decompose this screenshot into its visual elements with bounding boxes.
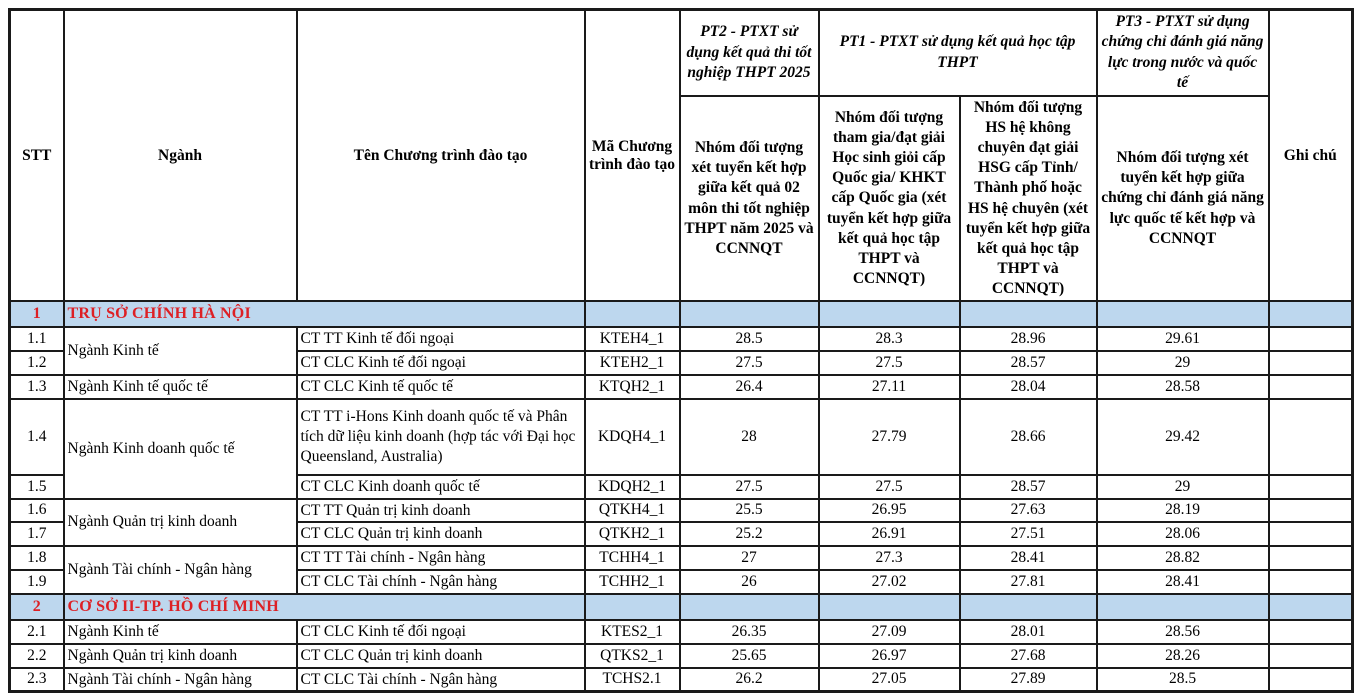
program-code-cell: KTEH2_1 <box>585 351 680 375</box>
col-header-note: Ghi chú <box>1269 10 1353 302</box>
pt3-score-cell: 28.26 <box>1097 644 1269 668</box>
program-name-cell: CT CLC Kinh tế quốc tế <box>297 375 585 399</box>
section-empty-cell <box>680 594 819 620</box>
pt1a-score-cell: 26.95 <box>819 499 960 523</box>
pt1b-score-cell: 28.57 <box>960 475 1097 499</box>
stt-cell: 1.4 <box>10 399 64 475</box>
pt1b-score-cell: 27.68 <box>960 644 1097 668</box>
pt1a-score-cell: 27.5 <box>819 351 960 375</box>
pt3-score-cell: 29.61 <box>1097 327 1269 351</box>
pt2-score-cell: 27 <box>680 546 819 570</box>
section-empty-cell <box>585 594 680 620</box>
pt1b-score-cell: 27.51 <box>960 522 1097 546</box>
note-cell <box>1269 327 1353 351</box>
section-empty-cell <box>960 594 1097 620</box>
note-cell <box>1269 399 1353 475</box>
col-header-nganh: Ngành <box>64 10 297 302</box>
program-name-cell: CT TT Tài chính - Ngân hàng <box>297 546 585 570</box>
stt-cell: 2.3 <box>10 668 64 692</box>
section-title: TRỤ SỞ CHÍNH HÀ NỘI <box>64 301 585 327</box>
pt3-score-cell: 29.42 <box>1097 399 1269 475</box>
pt1a-score-cell: 27.5 <box>819 475 960 499</box>
section-title: CƠ SỞ II-TP. HỒ CHÍ MINH <box>64 594 585 620</box>
program-code-cell: QTKH2_1 <box>585 522 680 546</box>
sub-header-pt1b: Nhóm đối tượng HS hệ không chuyên đạt giải HSG cấp Tỉnh/ Thành phố hoặc HS hệ chuyên (xét tuyển kết hợp giữa kết quả học tập THPT và CCNNQT) <box>960 96 1097 301</box>
program-name-cell: CT TT i-Hons Kinh doanh quốc tế và Phân tích dữ liệu kinh doanh (hợp tác với Đại học Queensland, Australia) <box>297 399 585 475</box>
table-row <box>10 668 1353 692</box>
pt3-score-cell: 28.41 <box>1097 570 1269 594</box>
pt2-score-cell: 25.65 <box>680 644 819 668</box>
pt3-score-cell: 28.06 <box>1097 522 1269 546</box>
group-header-pt2: PT2 - PTXT sử dụng kết quả thi tốt nghiệp THPT 2025 <box>680 10 819 96</box>
table-row <box>10 644 1353 668</box>
stt-cell: 1.9 <box>10 570 64 594</box>
program-name-cell: CT TT Kinh tế đối ngoại <box>297 327 585 351</box>
nganh-cell: Ngành Kinh tế quốc tế <box>64 375 297 399</box>
group-header-pt1: PT1 - PTXT sử dụng kết quả học tập THPT <box>819 10 1097 96</box>
program-name-cell: CT CLC Tài chính - Ngân hàng <box>297 668 585 692</box>
table-row <box>10 10 1353 96</box>
section-row-hanoi <box>10 301 1353 327</box>
section-empty-cell <box>1097 594 1269 620</box>
section-row-hcmc <box>10 594 1353 620</box>
table-row <box>10 620 1353 644</box>
stt-cell: 1.5 <box>10 475 64 499</box>
pt3-score-cell: 28.56 <box>1097 620 1269 644</box>
pt2-score-cell: 27.5 <box>680 475 819 499</box>
pt1b-score-cell: 27.89 <box>960 668 1097 692</box>
pt1a-score-cell: 27.79 <box>819 399 960 475</box>
section-empty-cell <box>819 594 960 620</box>
pt1b-score-cell: 28.57 <box>960 351 1097 375</box>
pt1a-score-cell: 27.02 <box>819 570 960 594</box>
stt-cell: 1.6 <box>10 499 64 523</box>
stt-cell: 2.1 <box>10 620 64 644</box>
program-code-cell: KDQH4_1 <box>585 399 680 475</box>
sub-header-pt2: Nhóm đối tượng xét tuyển kết hợp giữa kết quả 02 môn thi tốt nghiệp THPT năm 2025 và CCNNQT <box>680 96 819 301</box>
col-header-stt: STT <box>10 10 64 302</box>
section-number: 2 <box>10 594 64 620</box>
program-name-cell: CT CLC Kinh tế đối ngoại <box>297 351 585 375</box>
table-row <box>10 499 1353 523</box>
table-row <box>10 375 1353 399</box>
col-header-program-code: Mã Chương trình đào tạo <box>585 10 680 302</box>
pt1a-score-cell: 26.91 <box>819 522 960 546</box>
nganh-cell: Ngành Tài chính - Ngân hàng <box>64 546 297 594</box>
pt2-score-cell: 26.35 <box>680 620 819 644</box>
pt2-score-cell: 27.5 <box>680 351 819 375</box>
pt1b-score-cell: 27.81 <box>960 570 1097 594</box>
program-code-cell: TCHS2.1 <box>585 668 680 692</box>
nganh-cell: Ngành Tài chính - Ngân hàng <box>64 668 297 692</box>
section-empty-cell <box>960 301 1097 327</box>
pt3-score-cell: 28.19 <box>1097 499 1269 523</box>
admission-scores-table <box>8 8 1354 693</box>
nganh-cell: Ngành Kinh tế <box>64 620 297 644</box>
program-name-cell: CT CLC Tài chính - Ngân hàng <box>297 570 585 594</box>
pt1b-score-cell: 28.41 <box>960 546 1097 570</box>
pt2-score-cell: 26.4 <box>680 375 819 399</box>
pt1b-score-cell: 27.63 <box>960 499 1097 523</box>
pt1a-score-cell: 27.09 <box>819 620 960 644</box>
stt-cell: 1.2 <box>10 351 64 375</box>
section-empty-cell <box>819 301 960 327</box>
pt2-score-cell: 26 <box>680 570 819 594</box>
pt2-score-cell: 26.2 <box>680 668 819 692</box>
nganh-cell: Ngành Kinh doanh quốc tế <box>64 399 297 499</box>
note-cell <box>1269 475 1353 499</box>
pt1b-score-cell: 28.04 <box>960 375 1097 399</box>
note-cell <box>1269 351 1353 375</box>
pt1b-score-cell: 28.01 <box>960 620 1097 644</box>
note-cell <box>1269 644 1353 668</box>
table-row <box>10 327 1353 351</box>
pt3-score-cell: 29 <box>1097 475 1269 499</box>
program-name-cell: CT CLC Quản trị kinh doanh <box>297 522 585 546</box>
pt2-score-cell: 25.5 <box>680 499 819 523</box>
pt2-score-cell: 28 <box>680 399 819 475</box>
pt3-score-cell: 28.82 <box>1097 546 1269 570</box>
note-cell <box>1269 668 1353 692</box>
section-empty-cell <box>585 301 680 327</box>
pt2-score-cell: 25.2 <box>680 522 819 546</box>
table-row <box>10 399 1353 475</box>
section-empty-cell <box>1269 301 1353 327</box>
program-code-cell: KDQH2_1 <box>585 475 680 499</box>
program-name-cell: CT TT Quản trị kinh doanh <box>297 499 585 523</box>
nganh-cell: Ngành Quản trị kinh doanh <box>64 644 297 668</box>
pt1a-score-cell: 26.97 <box>819 644 960 668</box>
pt3-score-cell: 28.5 <box>1097 668 1269 692</box>
program-name-cell: CT CLC Kinh doanh quốc tế <box>297 475 585 499</box>
note-cell <box>1269 522 1353 546</box>
pt3-score-cell: 29 <box>1097 351 1269 375</box>
section-empty-cell <box>680 301 819 327</box>
pt1a-score-cell: 27.11 <box>819 375 960 399</box>
program-code-cell: KTES2_1 <box>585 620 680 644</box>
pt1b-score-cell: 28.96 <box>960 327 1097 351</box>
pt2-score-cell: 28.5 <box>680 327 819 351</box>
nganh-cell: Ngành Quản trị kinh doanh <box>64 499 297 547</box>
note-cell <box>1269 620 1353 644</box>
stt-cell: 1.3 <box>10 375 64 399</box>
stt-cell: 1.1 <box>10 327 64 351</box>
table-body <box>10 301 1353 692</box>
sub-header-pt3: Nhóm đối tượng xét tuyển kết hợp giữa chứng chỉ đánh giá năng lực quốc tế kết hợp và CCNNQT <box>1097 96 1269 301</box>
program-code-cell: TCHH2_1 <box>585 570 680 594</box>
stt-cell: 2.2 <box>10 644 64 668</box>
pt1a-score-cell: 28.3 <box>819 327 960 351</box>
pt1b-score-cell: 28.66 <box>960 399 1097 475</box>
note-cell <box>1269 499 1353 523</box>
program-code-cell: QTKH4_1 <box>585 499 680 523</box>
table-row <box>10 546 1353 570</box>
program-code-cell: QTKS2_1 <box>585 644 680 668</box>
table-header <box>10 10 1353 302</box>
program-code-cell: KTQH2_1 <box>585 375 680 399</box>
section-empty-cell <box>1097 301 1269 327</box>
note-cell <box>1269 570 1353 594</box>
stt-cell: 1.7 <box>10 522 64 546</box>
note-cell <box>1269 546 1353 570</box>
section-empty-cell <box>1269 594 1353 620</box>
section-number: 1 <box>10 301 64 327</box>
stt-cell: 1.8 <box>10 546 64 570</box>
program-code-cell: KTEH4_1 <box>585 327 680 351</box>
col-header-program-name: Tên Chương trình đào tạo <box>297 10 585 302</box>
group-header-pt3: PT3 - PTXT sử dụng chứng chỉ đánh giá năng lực trong nước và quốc tế <box>1097 10 1269 96</box>
nganh-cell: Ngành Kinh tế <box>64 327 297 375</box>
sub-header-pt1a: Nhóm đối tượng tham gia/đạt giải Học sinh giỏi cấp Quốc gia/ KHKT cấp Quốc gia (xét tuyển kết hợp giữa kết quả học tập THPT và CCNNQT) <box>819 96 960 301</box>
pt1a-score-cell: 27.05 <box>819 668 960 692</box>
program-code-cell: TCHH4_1 <box>585 546 680 570</box>
program-name-cell: CT CLC Quản trị kinh doanh <box>297 644 585 668</box>
program-name-cell: CT CLC Kinh tế đối ngoại <box>297 620 585 644</box>
pt3-score-cell: 28.58 <box>1097 375 1269 399</box>
pt1a-score-cell: 27.3 <box>819 546 960 570</box>
note-cell <box>1269 375 1353 399</box>
